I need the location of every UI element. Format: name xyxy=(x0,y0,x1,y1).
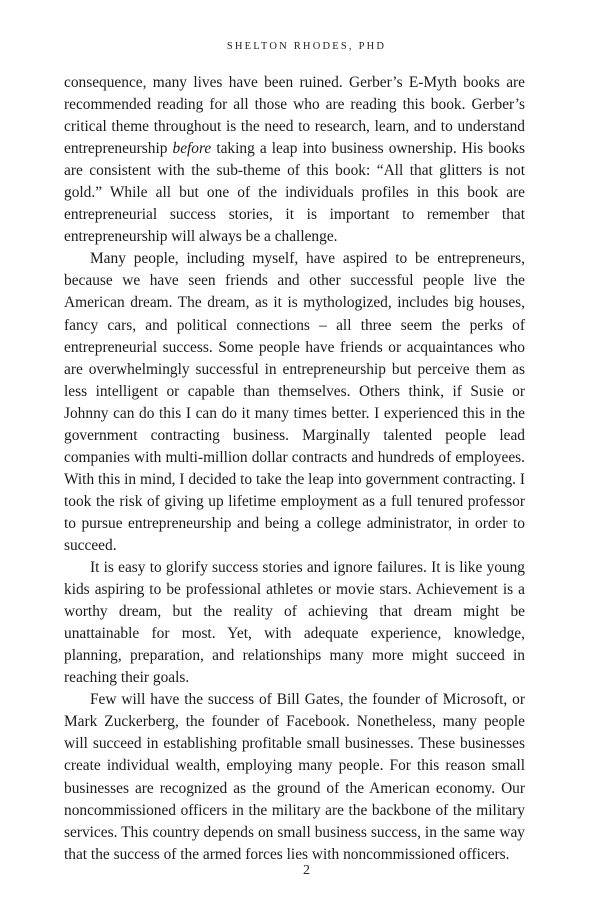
paragraph-text-after-emphasis: taking a leap into business ownership. His books are consistent with the sub-theme of this book: “All that glitters is not gold.” While all but one of the individuals profiles in this book are entrepreneurial success stories, it is important to remember that entrepreneurship will always be a challenge. xyxy=(64,140,526,246)
paragraph-text-before-emphasis: consequence, many lives have been ruined. Gerber’s E-Myth books are recommended reading for all those who are reading this book. Gerber’s critical theme throughout is the need to research, learn, and to understand entrepreneurship xyxy=(64,74,525,158)
paragraph-entrepreneur-aspirations: Many people, including myself, have aspired to be entrepreneurs, because we have seen friends and other successful people live the American dream. The dream, as it is mythologized, includes big houses, fancy cars, and political connections – all three seem the perks of entrepreneurial success. Some people have friends or acquaintances who are overwhelmingly successful in entrepreneurship but perceive them as less intelligent or capable than themselves. Others think, if Susie or Johnny can do this I can do it many times better. I experienced this in the government contracting business. Marginally talented people lead companies with multi-million dollar contracts and hundreds of employees. With this in mind, I decided to take the leap into government contracting. I took the risk of giving up lifetime employment as a full tenured professor to pursue entrepreneurship and being a college administrator, in order to succeed. xyxy=(64,250,525,554)
page-number: 2 xyxy=(303,863,310,878)
paragraph-success-stories: It is easy to glorify success stories and ignore failures. It is like young kids aspiring to be professional athletes or movie stars. Achievement is a worthy dream, but the reality of achieving that dream might be unattainable for most. Yet, with adequate experience, knowledge, planning, preparation, and relationships many more might succeed in reaching their goals. xyxy=(64,559,525,687)
emphasized-word: before xyxy=(172,140,212,158)
body-text xyxy=(64,72,525,866)
running-header: SHELTON RHODES, PHD xyxy=(226,41,387,52)
paragraph-continued xyxy=(64,72,525,248)
paragraph-small-business: Few will have the success of Bill Gates, the founder of Microsoft, or Mark Zuckerberg, the founder of Facebook. Nonetheless, many people will succeed in establishing profitable small businesses. These businesses create individual wealth, employing many people. For this reason small businesses are recognized as the ground of the American economy. Our noncommissioned officers in the military are the backbone of the military services. This country depends on small business success, in the same way that the success of the armed forces lies with noncommissioned officers. xyxy=(64,691,525,863)
